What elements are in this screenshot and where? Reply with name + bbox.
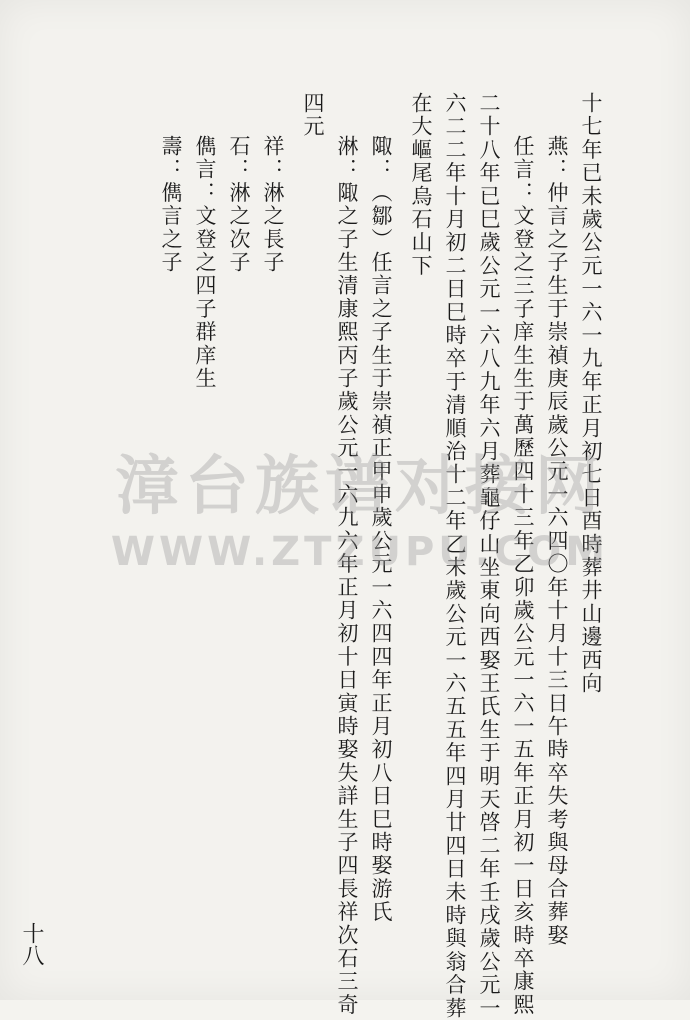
watermark-url: WWW.ZTZUPU.COM [110,529,610,575]
text-column-12: 儁言：文登之四子群庠生 [193,135,217,391]
watermark-chinese: 漳台族谱对接网 [115,450,605,524]
text-column-5: 六二二年十月初二日巳時卒于清順治十二年乙未歲公元一六五五年四月廿四日未時與翁合葬 [443,92,467,1020]
text-column-9: 四元 [301,92,325,139]
text-column-3: 任言：文登之三子庠生生于萬歷四十三年乙卯歲公元一六一五年正月初一日亥時卒康熙 [511,135,535,1017]
text-column-6: 在大嶇尾烏石山下 [409,92,433,278]
text-column-13: 壽：儁言之子 [159,135,183,275]
text-column-10: 祥：淋之長子 [261,135,285,275]
watermark [110,435,610,575]
page-number: 十八 [19,922,44,966]
text-column-7: 陬：（鄒）任言之子生于崇禎正甲申歲公元一六四四年正月初八日巳時娶游氏 [369,135,393,924]
text-column-11: 石：淋之次子 [227,135,251,275]
text-column-2: 燕：仲言之子生于崇禎庚辰歲公元一六四〇年十月十三日午時卒失考與母合葬娶 [545,135,569,947]
text-column-4: 二十八年已巳歲公元一六八九年六月葬龜仔山坐東向西娶王氏生于明天啓二年壬戌歲公元一 [477,92,501,1020]
text-column-8: 淋：陬之子生清康熙丙子歲公元一六九六年正月初十日寅時娶失詳生子四長祥次石三奇 [335,135,359,1017]
text-column-1: 十七年已未歲公元一六一九年正月初七日酉時葬井山邊西向 [579,92,603,696]
